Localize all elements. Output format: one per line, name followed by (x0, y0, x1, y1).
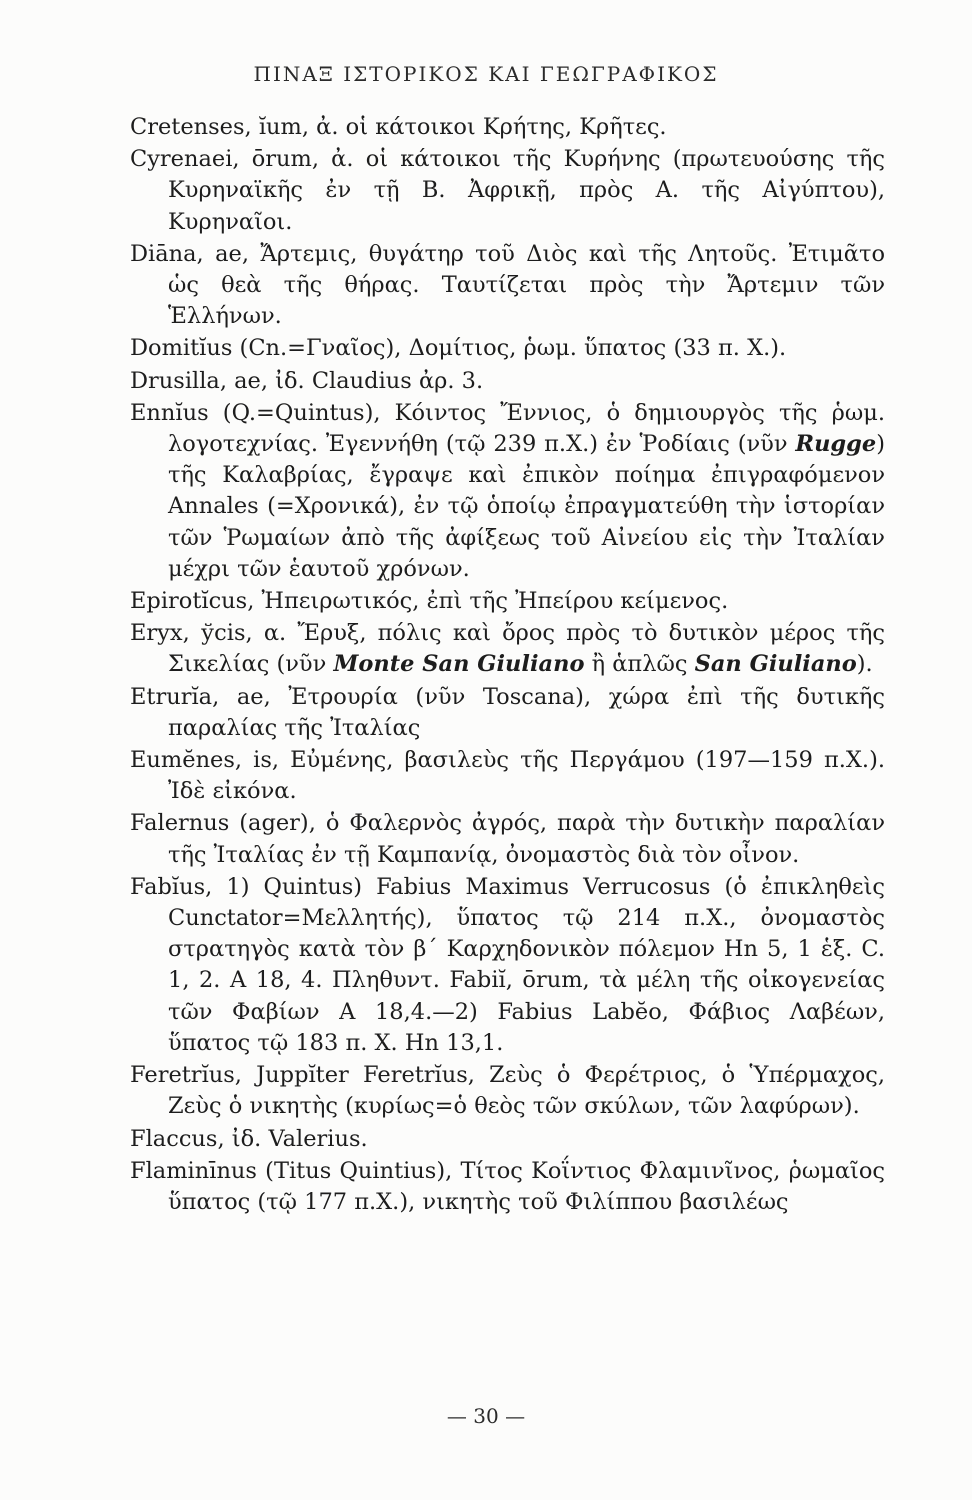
entry-feretrius: Feretrĭus, Juppĭter Feretrĭus, Ζεὺς ὁ Φερέτριος, ὁ Ὑπέρμαχος, Ζεὺς ὁ νικητὴς (κυρίως=ὁ θεὸς τῶν σκύλων, τῶν λαφύρων). (130, 1062, 885, 1120)
entry-falernus: Falernus (ager), ὁ Φαλερνὸς ἀγρός, παρὰ τὴν δυτικὴν παραλίαν τῆς Ἰταλίας ἐν τῇ Καμπανίᾳ, ὀνομαστὸς διὰ τὸν οἶνον. (130, 810, 885, 868)
running-header: ΠΙΝΑΞ ΙΣΤΟΡΙΚΟΣ ΚΑΙ ΓΕΩΓΡΑΦΙΚΟΣ (253, 62, 719, 86)
entry-eumenes: Eumĕnes, is, Εὐμένης, βασιλεὺς τῆς Περγάμου (197—159 π.Χ.). Ἰδὲ εἰκόνα. (130, 747, 885, 805)
entry-flamininus: Flaminīnus (Titus Quintius), Τίτος Κοΐντιος Φλαμινῖνος, ῥωμαῖος ὕπατος (τῷ 177 π.Χ.), νικητὴς τοῦ Φιλίππου βασιλέως (130, 1157, 885, 1215)
entry-text: ) τῆς Καλαβρίας, ἔγραψε καὶ ἐπικὸν ποίημα ἐπιγραφόμενον Annales (=Χρονικά), ἐν τῷ ὁποίῳ ἐπραγματεύθη τὴν ἱστορίαν τῶν Ῥωμαίων ἀπὸ τῆς ἀφίξεως τοῦ Αἰνείου εἰς τὴν Ἰταλίαν μέχρι τῶν ἑαυτοῦ χρόνων. (168, 431, 885, 582)
entry-text: ). (856, 651, 873, 678)
entry-cyrenaei: Cyrenaei, ōrum, ἀ. οἱ κάτοικοι τῆς Κυρήνης (πρωτευούσης τῆς Κυρηναϊκῆς ἐν τῇ Β. Ἀφρικῇ, πρὸς Α. τῆς Αἰγύπτου), Κυρηναῖοι. (130, 146, 885, 235)
entry-ennius (130, 398, 885, 585)
entry-diana: Diāna, ae, Ἄρτεμις, θυγάτηρ τοῦ Διὸς καὶ τῆς Λητοῦς. Ἐτιμᾶτο ὡς θεὰ τῆς θήρας. Ταυτίζεται πρὸς τὴν Ἄρτεμιν τῶν Ἑλλήνων. (130, 240, 885, 330)
place-name-italic: Monte San Giuliano (333, 651, 585, 678)
place-name-italic: San Giuliano (694, 651, 857, 678)
entry-drusilla: Drusilla, ae, ἰδ. Claudius ἀρ. 3. (130, 367, 484, 394)
entry-text: ἢ ἁπλῶς (584, 651, 695, 678)
place-name-italic: Rugge (795, 431, 877, 458)
entry-eryx (130, 618, 885, 680)
entry-text: Eryx, ўcis, α. Ἔρυξ, πόλις καὶ ὄρος πρὸς τὸ δυτικὸν μέρος τῆς Σικελίας (νῦν (130, 620, 885, 678)
entry-fabius: Fabĭus, 1) Quintus) Fabius Maximus Verrucosus (ὁ ἐπικληθεὶς Cunctator=Μελλητής), ὕπατος τῷ 214 π.Χ., ὀνομαστὸς στρατηγὸς κατὰ τὸν β΄ Καρχηδονικὸν πόλεμον Hn 5, 1 ἑξ. C. 1, 2. A 18, 4. Πληθυντ. Fabiĭ, ōrum, τὰ μέλη τῆς οἰκογενείας τῶν Φαβίων A 18,4.—2) Fabius Labĕo, Φάβιος Λαβέων, ὕπατος τῷ 183 π. Χ. Hn 13,1. (130, 873, 885, 1056)
page-number: — 30 — (446, 1404, 526, 1428)
entry-cretenses: Cretenses, ĭum, ἀ. οἱ κάτοικοι Κρήτης, Κρῆτες. (130, 114, 667, 140)
entry-flaccus: Flaccus, ἰδ. Valerius. (130, 1125, 368, 1152)
entry-domitius: Domitĭus (Cn.=Γναῖος), Δομίτιος, ῥωμ. ὕπατος (33 π. Χ.). (130, 335, 787, 362)
entry-epiroticus: Epirotĭcus, Ἠπειρωτικός, ἐπὶ τῆς Ἠπείρου κείμενος. (130, 588, 729, 615)
entry-text: Ennĭus (Q.=Quintus), Κόιντος Ἔννιος, ὁ δημιουργὸς τῆς ῥωμ. λογοτεχνίας. Ἐγεννήθη (τῷ 239 π.Χ.) ἐν Ῥοδίαις (νῦν (130, 399, 885, 458)
entry-etruria: Etrurĭa, ae, Ἐτρουρία (νῦν Toscana), χώρα ἐπὶ τῆς δυτικῆς παραλίας τῆς Ἰταλίας (130, 683, 885, 741)
index-entries (130, 112, 885, 1218)
